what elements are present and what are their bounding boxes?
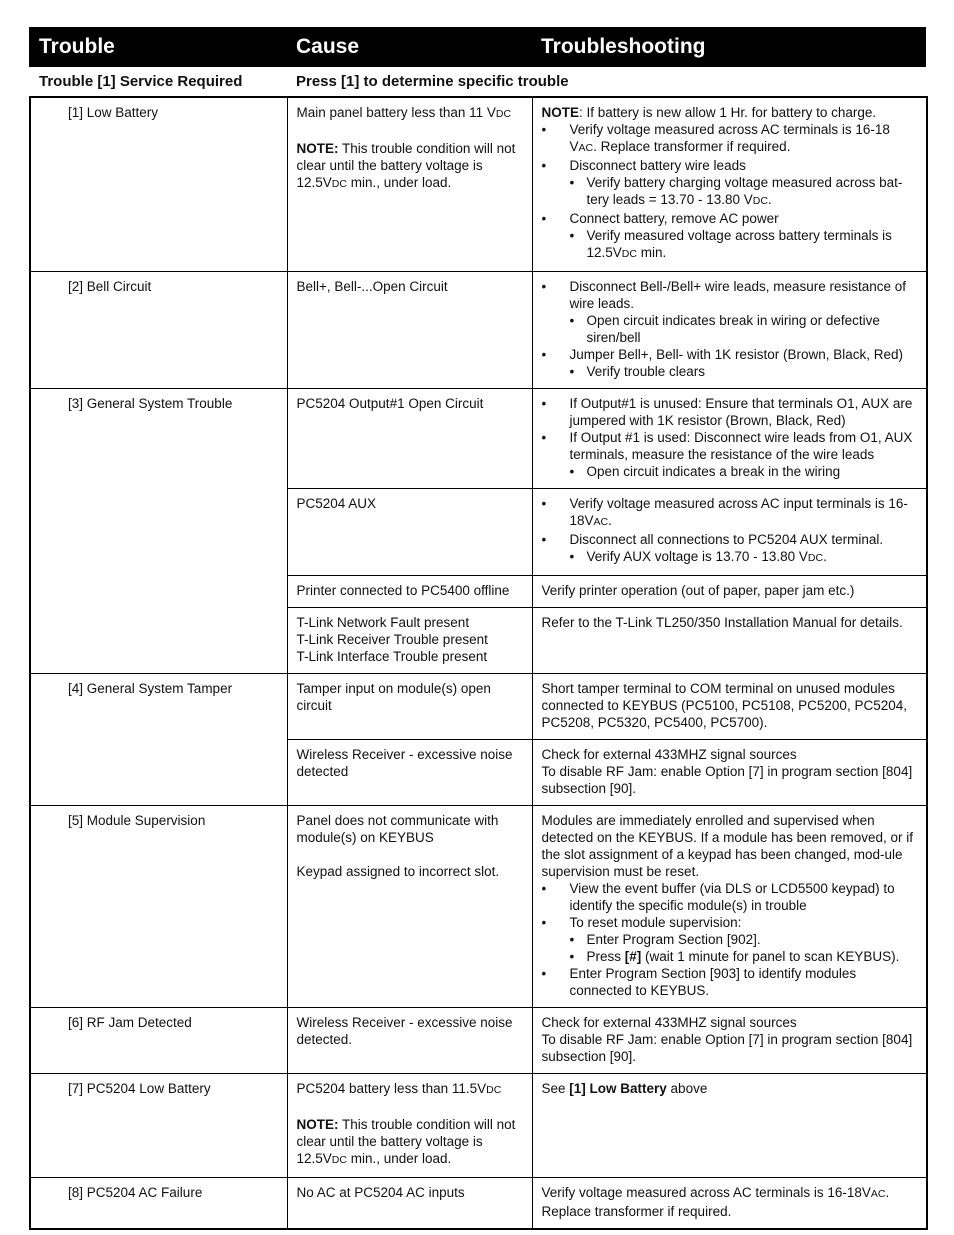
sub-list-item: • Verify AUX voltage is 13.70 - 13.80 VDC.	[569, 549, 827, 564]
troubleshooting-cell	[532, 1008, 927, 1074]
list-item: • Verify voltage measured across AC input terminals is 16-18VAC.	[541, 496, 908, 528]
troubleshooting-cell	[532, 740, 927, 806]
table-row	[30, 674, 927, 740]
cause-cell	[287, 97, 532, 272]
ts-line: To disable RF Jam: enable Option [7] in program section [804] subsection [90].	[541, 764, 913, 796]
cause-cell	[287, 806, 532, 1008]
subheader-right: Press [1] to determine specific trouble	[296, 73, 569, 90]
list-item: • Connect battery, remove AC power	[541, 211, 779, 226]
ts-line: Verify voltage measured across AC terminals is 16-18VAC.	[541, 1185, 890, 1200]
table-row	[30, 389, 927, 489]
troubleshooting-cell	[532, 1074, 927, 1178]
cause-line: Panel does not communicate with module(s) on KEYBUS	[296, 813, 499, 845]
table-row	[30, 1008, 927, 1074]
ts-line: To disable RF Jam: enable Option [7] in program section [804] subsection [90].	[541, 1032, 913, 1064]
cause-cell: Tamper input on module(s) open circuit	[287, 674, 532, 740]
trouble-cell: [6] RF Jam Detected	[30, 1008, 287, 1074]
trouble-cell: [1] Low Battery	[30, 97, 287, 272]
sub-list-item: • Open circuit indicates a break in the wiring	[569, 464, 841, 479]
ts-line: Check for external 433MHZ signal sources	[541, 1015, 797, 1030]
table-row	[30, 97, 927, 272]
troubleshooting-cell	[532, 389, 927, 489]
note-text: NOTE: This trouble condition will not clear until the battery voltage is 12.5VDC min., under load.	[296, 1117, 516, 1166]
cause-line: Keypad assigned to incorrect slot.	[296, 864, 500, 879]
troubleshooting-cell	[532, 1178, 927, 1230]
troubleshooting-cell	[532, 489, 927, 576]
list-item: • Verify voltage measured across AC terminals is 16-18 VAC. Replace transformer if required.	[541, 122, 890, 154]
ts-note: NOTE: If battery is new allow 1 Hr. for battery to charge.	[541, 105, 877, 120]
trouble-cell: [7] PC5204 Low Battery	[30, 1074, 287, 1178]
cause-cell: No AC at PC5204 AC inputs	[287, 1178, 532, 1230]
note-text: NOTE: This trouble condition will not clear until the battery voltage is 12.5VDC min., under load.	[296, 141, 516, 190]
trouble-table	[29, 96, 928, 1230]
trouble-cell: [2] Bell Circuit	[30, 272, 287, 389]
troubleshooting-cell: Refer to the T-Link TL250/350 Installation Manual for details.	[532, 608, 927, 674]
list-item: • If Output#1 is unused: Ensure that terminals O1, AUX are jumpered with 1K resistor (Brown, Black, Red)	[541, 396, 913, 428]
trouble-cell: [3] General System Trouble	[30, 389, 287, 674]
cause-line: T-Link Network Fault present	[296, 615, 470, 630]
table-row	[30, 806, 927, 1008]
table-row	[30, 1178, 927, 1230]
trouble-cell: [8] PC5204 AC Failure	[30, 1178, 287, 1230]
list-item: • If Output #1 is used: Disconnect wire leads from O1, AUX terminals, measure the resistance of the wire leads	[541, 430, 913, 462]
troubleshooting-cell	[532, 97, 927, 272]
sub-list-item: • Open circuit indicates break in wiring or defective siren/bell	[569, 313, 880, 345]
cause-line: T-Link Interface Trouble present	[296, 649, 488, 664]
cause-cell: PC5204 AUX	[287, 489, 532, 576]
sub-list-item: • Verify measured voltage across battery terminals is 12.5VDC min.	[569, 228, 892, 260]
troubleshooting-cell	[532, 806, 927, 1008]
header-cause: Cause	[296, 35, 360, 58]
table-row	[30, 272, 927, 389]
sub-list-item: • Press [#] (wait 1 minute for panel to scan KEYBUS).	[569, 949, 900, 964]
cause-cell: PC5204 Output#1 Open Circuit	[287, 389, 532, 489]
cause-cell	[287, 608, 532, 674]
cause-text: Main panel battery less than 11 VDC	[296, 105, 512, 120]
list-item: • View the event buffer (via DLS or LCD5500 keypad) to identify the specific module(s) in trouble	[541, 881, 895, 913]
sub-list-item: • Verify trouble clears	[569, 364, 706, 379]
table-row	[30, 1074, 927, 1178]
troubleshooting-cell: Verify printer operation (out of paper, paper jam etc.)	[532, 576, 927, 608]
sub-list-item: • Enter Program Section [902].	[569, 932, 761, 947]
ts-line: Replace transformer if required.	[541, 1204, 732, 1219]
cause-cell: Printer connected to PC5400 offline	[287, 576, 532, 608]
ts-intro: Modules are immediately enrolled and supervised when detected on the KEYBUS. If a module has been removed, or if the slot assignment of a keypad has been changed, mod-ule supervision must be reset.	[541, 813, 913, 879]
list-item: • Disconnect battery wire leads	[541, 158, 746, 173]
cause-cell	[287, 1074, 532, 1178]
cause-cell: Wireless Receiver - excessive noise detected.	[287, 1008, 532, 1074]
list-item: • Disconnect Bell-/Bell+ wire leads, measure resistance of wire leads.	[541, 279, 907, 311]
list-item: • Jumper Bell+, Bell- with 1K resistor (Brown, Black, Red)	[541, 347, 903, 362]
troubleshooting-cell: Short tamper terminal to COM terminal on unused modules connected to KEYBUS (PC5100, PC5108, PC5200, PC5204, PC5208, PC5320, PC5400, PC5700).	[532, 674, 927, 740]
subheader-left: Trouble [1] Service Required	[39, 73, 243, 90]
troubleshooting-page	[29, 27, 926, 1230]
header-trouble: Trouble	[39, 35, 115, 58]
trouble-cell: [4] General System Tamper	[30, 674, 287, 806]
cause-cell: Bell+, Bell-...Open Circuit	[287, 272, 532, 389]
subheader	[29, 67, 926, 96]
cause-line: T-Link Receiver Trouble present	[296, 632, 488, 647]
cause-text: PC5204 battery less than 11.5VDC	[296, 1081, 502, 1096]
table-header	[29, 27, 926, 67]
list-item: • Disconnect all connections to PC5204 AUX terminal.	[541, 532, 884, 547]
ts-line: Check for external 433MHZ signal sources	[541, 747, 797, 762]
sub-list-item: • Verify battery charging voltage measured across bat-tery leads = 13.70 - 13.80 VDC.	[569, 175, 903, 207]
list-item: • Enter Program Section [903] to identify modules connected to KEYBUS.	[541, 966, 857, 998]
troubleshooting-cell	[532, 272, 927, 389]
trouble-cell: [5] Module Supervision	[30, 806, 287, 1008]
cause-cell: Wireless Receiver - excessive noise detected	[287, 740, 532, 806]
header-troubleshooting: Troubleshooting	[541, 35, 706, 58]
ts-line: See [1] Low Battery above	[541, 1081, 708, 1096]
list-item: • To reset module supervision:	[541, 915, 742, 930]
